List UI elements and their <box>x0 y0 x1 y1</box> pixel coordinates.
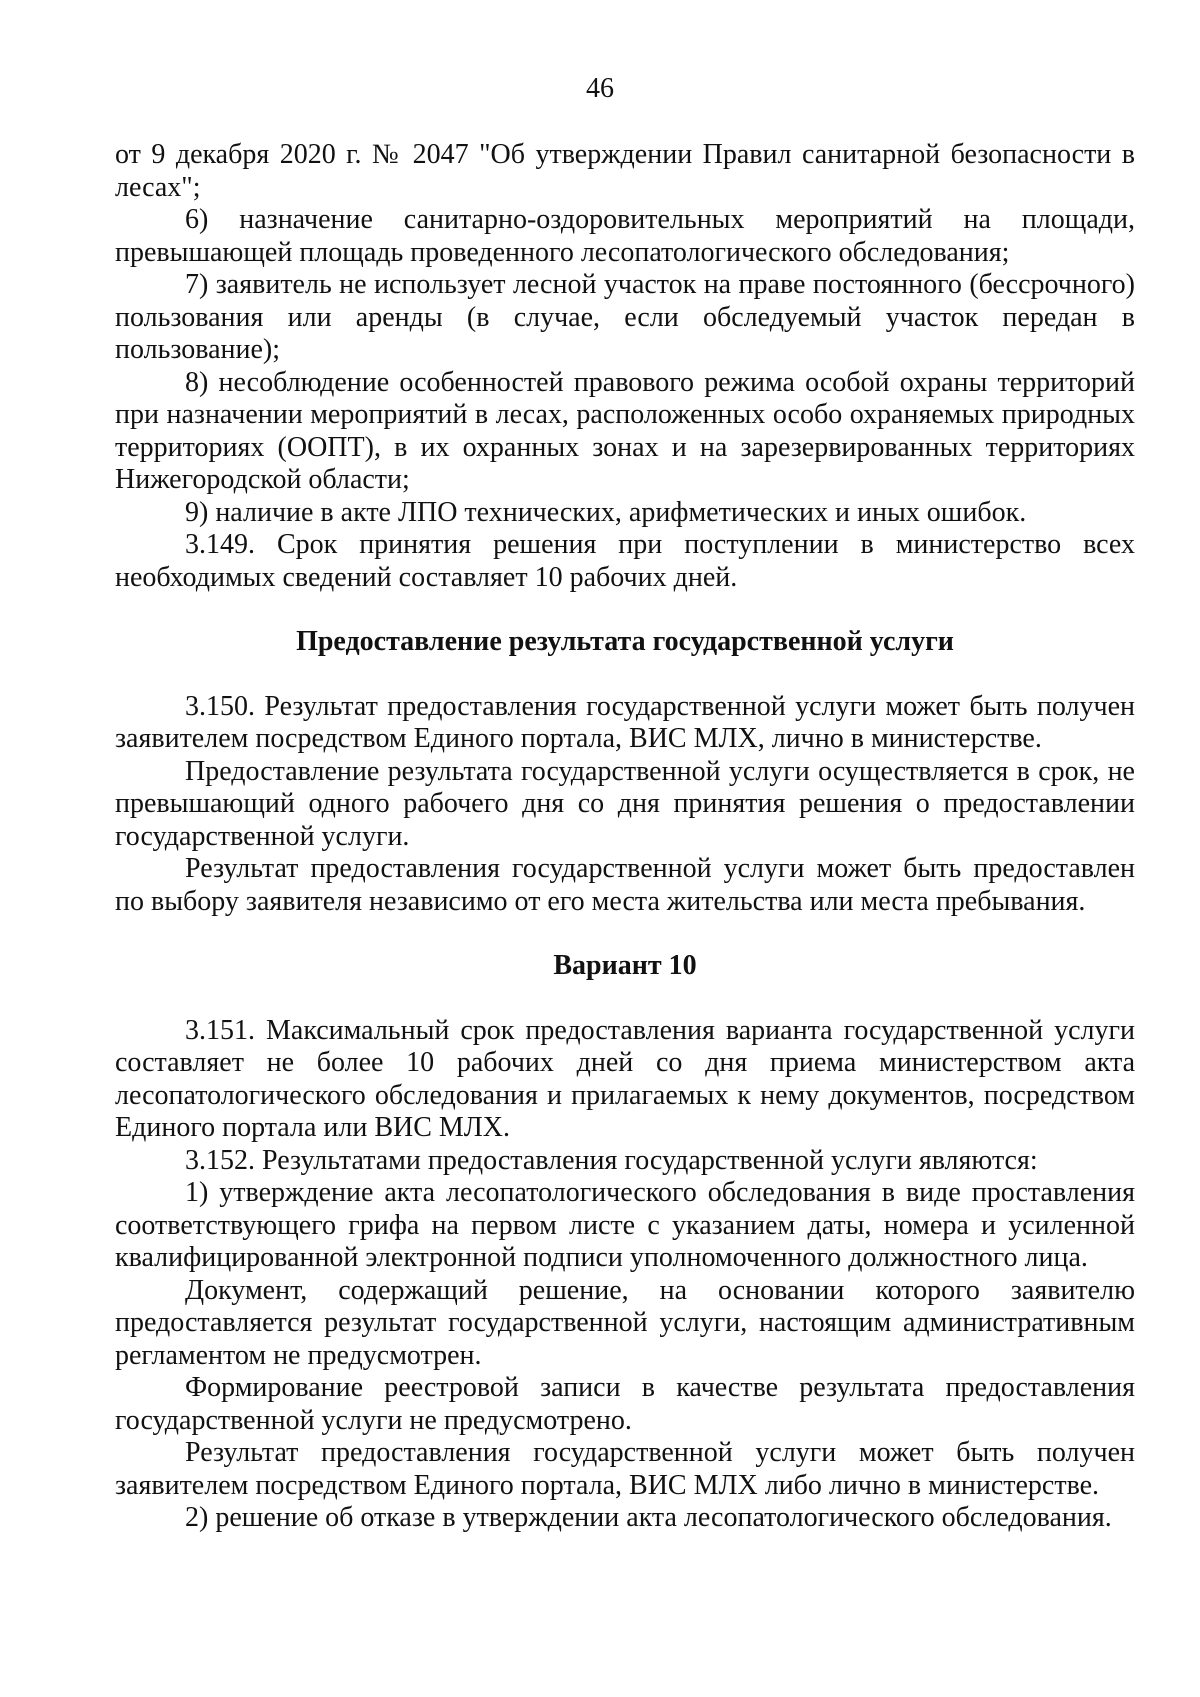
paragraph: 2) решение об отказе в утверждении акта лесопатологического обследования. <box>185 1502 1112 1533</box>
paragraph: 9) наличие в акте ЛПО технических, арифметических и иных ошибок. <box>185 496 1027 528</box>
section-heading: Вариант 10 <box>553 950 697 981</box>
paragraph: Результат предоставления государственной услуги может быть получен заявителем посредством Единого портала, ВИС МЛХ либо лично в министерстве. <box>115 1437 1135 1501</box>
document-body <box>115 139 1135 1535</box>
paragraph: 3.150. Результат предоставления государственной услуги может быть получен заявителем посредством Единого портала, ВИС МЛХ, лично в министерстве. <box>115 690 1135 754</box>
paragraph: 8) несоблюдение особенностей правового режима особой охраны территорий при назначении мероприятий в лесах, расположенных особо охраняемых природных территориях (ООПТ), в их охранных зонах и на зарезервированных территориях Нижегородской области; <box>115 366 1135 495</box>
paragraph: 6) назначение санитарно-оздоровительных мероприятий на площади, превышающей площадь проведенного лесопатологического обследования; <box>115 204 1135 268</box>
paragraph: Документ, содержащий решение, на основании которого заявителю предоставляется результат государственной услуги, настоящим административным регламентом не предусмотрен. <box>115 1274 1135 1371</box>
paragraph: 3.151. Максимальный срок предоставления варианта государственной услуги составляет не более 10 рабочих дней со дня приема министерством акта лесопатологического обследования и прилагаемых к нему документов, посредством Единого портала или ВИС МЛХ. <box>115 1014 1135 1143</box>
section-heading: Предоставление результата государственной услуги <box>296 626 954 657</box>
paragraph: Результат предоставления государственной услуги может быть предоставлен по выбору заявителя независимо от его места жительства или места пребывания. <box>115 853 1135 917</box>
page-number: 46 <box>586 73 614 104</box>
paragraph: 1) утверждение акта лесопатологического обследования в виде проставления соответствующего грифа на первом листе с указанием даты, номера и усиленной квалифицированной электронной подписи уполномоченного должностного лица. <box>115 1177 1135 1273</box>
paragraph: 3.149. Срок принятия решения при поступлении в министерство всех необходимых сведений составляет 10 рабочих дней. <box>115 529 1135 593</box>
paragraph: Формирование реестровой записи в качестве результата предоставления государственной услуги не предусмотрено. <box>115 1372 1135 1436</box>
paragraph: от 9 декабря 2020 г. № 2047 "Об утверждении Правил санитарной безопасности в лесах"; <box>115 139 1135 203</box>
paragraph: Предоставление результата государственной услуги осуществляется в срок, не превышающий одного рабочего дня со дня принятия решения о предоставлении государственной услуги. <box>115 755 1135 852</box>
paragraph: 3.152. Результатами предоставления государственной услуги являются: <box>185 1144 1038 1176</box>
paragraph: 7) заявитель не использует лесной участок на праве постоянного (бессрочного) пользования или аренды (в случае, если обследуемый участок передан в пользование); <box>115 269 1135 365</box>
